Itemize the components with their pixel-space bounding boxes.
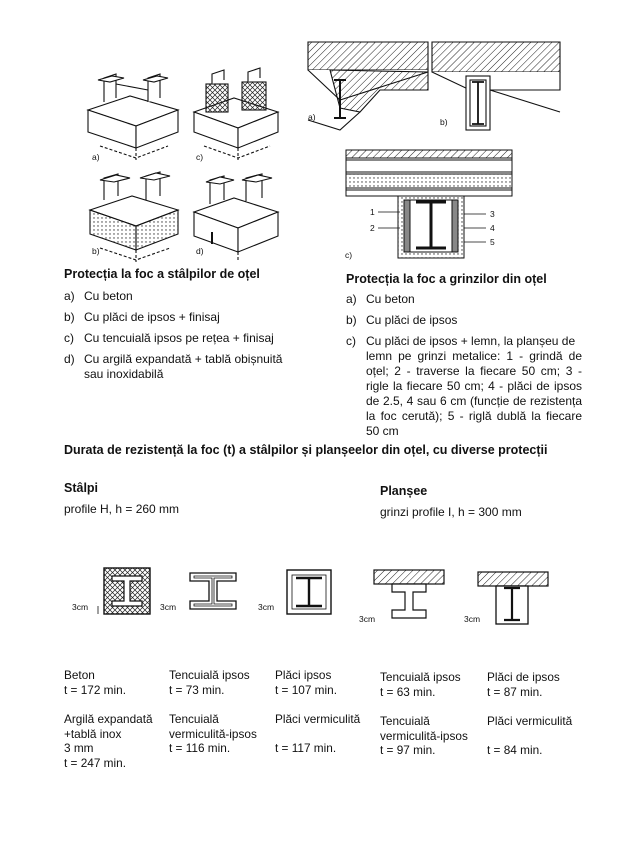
list-item: a) Cu beton bbox=[64, 289, 133, 303]
column-figure-c bbox=[194, 68, 278, 160]
dimension-label: 3cm bbox=[258, 602, 275, 612]
list-item: c) Cu plăci de ipsos + lemn, la planșeu de lemn pe grinzi metalice: 1 - grindă de oțel; 2 - traverse la fiecare 50 cm; 3 - rigle la fiecare 50 cm; 4 - plăci de ipsos de 2.5, 4 sau 6 cm (funcție de rezistența la foc cerută); 5 - riglă dublă la fiecare 50 cm bbox=[346, 334, 582, 438]
plansee-subtitle: grinzi profile I, h = 300 mm bbox=[380, 505, 522, 519]
list-item: b) Cu plăci de ipsos + finisaj bbox=[64, 310, 220, 324]
result-cell: Argilă expandată +tablă inox 3 mm t = 247 min. bbox=[64, 712, 153, 770]
beams-list bbox=[346, 292, 582, 439]
beams-section-title: Protecția la foc a grinzilor din oțel bbox=[346, 272, 547, 286]
result-cell: Tencuială vermiculită-ipsos t = 97 min. bbox=[380, 714, 468, 757]
dimension-label: 3cm bbox=[72, 602, 89, 612]
beam-figure-b bbox=[432, 42, 560, 130]
beam-figure-label-b: b) bbox=[440, 117, 448, 127]
beam-figure-label-a: a) bbox=[308, 112, 316, 122]
beam-figure-a bbox=[308, 42, 428, 130]
columns-list bbox=[64, 289, 324, 382]
column-figure-label-b: b) bbox=[92, 246, 100, 256]
detail-number-5: 5 bbox=[490, 237, 495, 247]
result-cell: Plăci vermiculită t = 117 min. bbox=[275, 712, 361, 755]
beam-figure-label-c: c) bbox=[345, 250, 353, 260]
detail-number-4: 4 bbox=[490, 223, 495, 233]
list-item: d) Cu argilă expandată + tablă obișnuită sau inoxidabilă bbox=[64, 352, 283, 381]
detail-number-3: 3 bbox=[490, 209, 495, 219]
column-figure-label-a: a) bbox=[92, 152, 100, 162]
beam-figure-c bbox=[346, 150, 512, 258]
result-cell: Plăci ipsos t = 107 min. bbox=[275, 668, 337, 697]
result-cell: Plăci vermiculită t = 84 min. bbox=[487, 714, 573, 757]
result-cell: Beton t = 172 min. bbox=[64, 668, 126, 697]
list-item: c) Cu tencuială ipsos pe rețea + finisaj bbox=[64, 331, 274, 345]
column-figure-label-d: d) bbox=[196, 246, 204, 256]
detail-number-2: 2 bbox=[370, 223, 375, 233]
stalpi-title: Stâlpi bbox=[64, 481, 99, 495]
column-figure-d bbox=[194, 174, 278, 262]
column-figure-b bbox=[90, 172, 178, 262]
result-cell: Tencuială ipsos t = 63 min. bbox=[380, 670, 461, 699]
result-cell: Plăci de ipsos t = 87 min. bbox=[487, 670, 560, 699]
dimension-label: 3cm bbox=[160, 602, 177, 612]
plansee-title: Planșee bbox=[380, 484, 428, 498]
dimension-label: 3cm bbox=[359, 614, 376, 624]
result-cell: Tencuială ipsos t = 73 min. bbox=[169, 668, 250, 697]
dimension-label: 3cm bbox=[464, 614, 481, 624]
detail-number-1: 1 bbox=[370, 207, 375, 217]
column-figure-a bbox=[88, 74, 178, 160]
stalpi-subtitle: profile H, h = 260 mm bbox=[64, 502, 180, 516]
list-item: b) Cu plăci de ipsos bbox=[346, 313, 458, 327]
column-figure-label-c: c) bbox=[196, 152, 204, 162]
result-cell: Tencuială vermiculită-ipsos t = 116 min. bbox=[169, 712, 257, 755]
resistance-heading: Durata de rezistență la foc (t) a stâlpilor și planșeelor din oțel, cu diverse protecții bbox=[64, 443, 548, 457]
list-item: a) Cu beton bbox=[346, 292, 415, 306]
columns-section-title: Protecția la foc a stâlpilor de oțel bbox=[64, 267, 260, 281]
